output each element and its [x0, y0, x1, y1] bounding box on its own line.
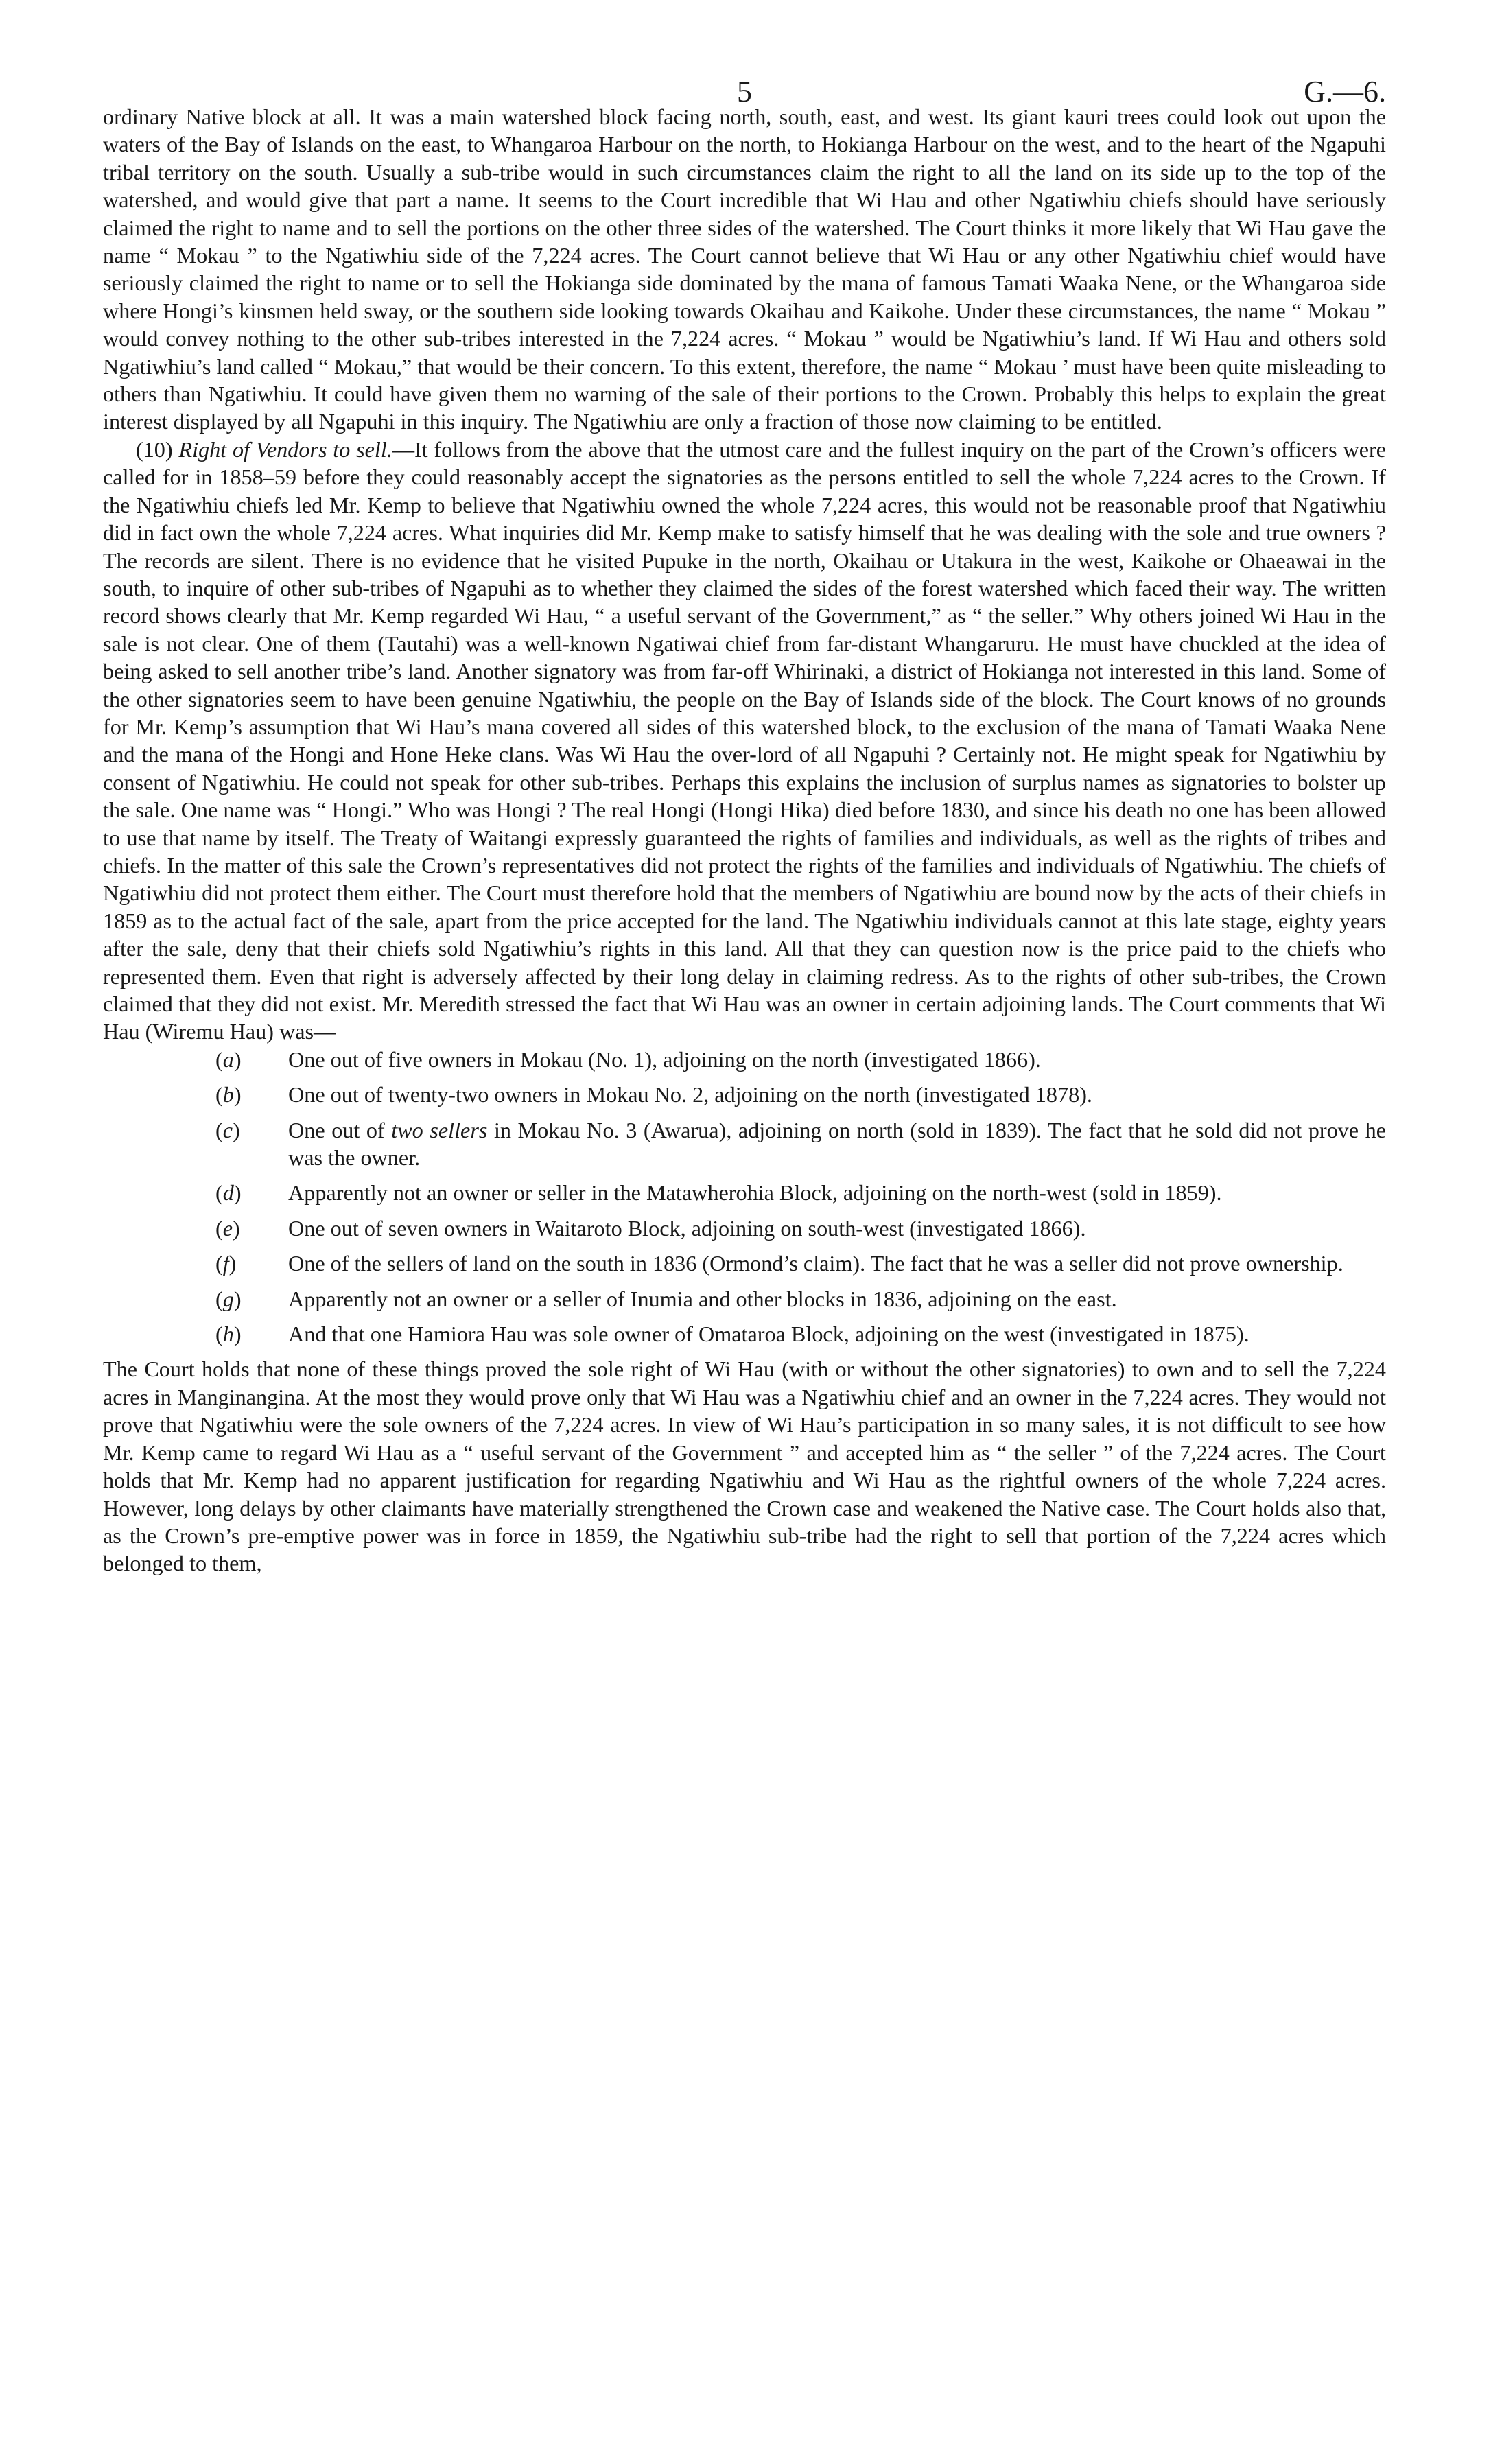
list-item-emphasis: two sellers	[391, 1117, 488, 1142]
list-item-c	[103, 1116, 1386, 1172]
list-item-text: One out of five owners in Mokau (No. 1), adjoining on the north (investigated 1866).	[288, 1046, 1041, 1072]
paragraph-number: (10)	[136, 436, 179, 462]
page-header	[103, 0, 1386, 108]
list-item-h	[103, 1320, 1386, 1348]
list-item-text-post: in Mokau No. 3 (Awarua), adjoining on north (sold in 1839). The fact that he sold did not prove he was the owner.	[288, 1117, 1386, 1171]
list-marker: (g)	[215, 1286, 242, 1311]
list-item-text-pre: One out of	[288, 1117, 392, 1142]
list-item-text: Apparently not an owner or a seller of Inumia and other blocks in 1836, adjoining on the east.	[288, 1286, 1117, 1311]
list-marker: (a)	[215, 1046, 242, 1072]
list-marker: (f)	[215, 1251, 237, 1276]
list-item-text: One out of twenty-two owners in Mokau No. 2, adjoining on the north (investigated 1878).	[288, 1082, 1092, 1107]
paragraph-text: It follows from the above that the utmost care and the fullest inquiry on the part of the Crown’s officers were called for in 1858–59 before they could reasonably accept the signatories as the persons entitled to sell the whole 7,224 acres to the Crown. If the Ngatiwhiu chiefs led Mr. Kemp to believe that Ngatiwhiu owned the whole 7,224 acres, this would not be reasonable proof that Ngatiwhiu did in fact own the whole 7,224 acres. What inquiries did Mr. Kemp make to satisfy himself that he was dealing with the sole and true owners ? The records are silent. There is no evidence that he visited Pupuke in the north, Okaihau or Utakura in the west, Kaikohe or Ohaeawai in the south, to inquire of other sub-tribes of Ngapuhi as to whether they claimed the sides of the forest watershed which faced their way. The written record shows clearly that Mr. Kemp regarded Wi Hau, “ a useful servant of the Government,” as “ the seller.” Why others joined Wi Hau in the sale is not clear. One of them (Tautahi) was a well-known Ngatiwai chief from far-distant Whangaruru. He must have chuckled at the idea of being asked to sell another tribe’s land. Another signatory was from far-off Whirinaki, a district of Hokianga not interested in this land. Some of the other signatories seem to have been genuine Ngatiwhiu, the people on the Bay of Islands side of the block. The Court knows of no grounds for Mr. Kemp’s assumption that Wi Hau’s mana covered all sides of this watershed block, to the exclusion of the mana of Tamati Waaka Nene and the mana of the Hongi and Hone Heke clans. Was Wi Hau the over-lord of all Ngapuhi ? Certainly not. He might speak for Ngatiwhiu by consent of Ngatiwhiu. He could not speak for other sub-tribes. Perhaps this explains the inclusion of surplus names as signatories to bolster up the sale. One name was “ Hongi.” Who was Hongi ? The real Hongi (Hongi Hika) died before 1830, and since his death no one has been allowed to use that name by itself. The Treaty of Waitangi expressly guaranteed the rights of families and individuals, as well as the rights of tribes and chiefs. In the matter of this sale the Crown’s representatives did not protect the rights of the families and individuals of Ngatiwhiu. The chiefs of Ngatiwhiu did not protect them either. The Court must therefore hold that the members of Ngatiwhiu are bound now by the acts of their chiefs in 1859 as to the actual fact of the sale, apart from the price accepted for the land. The Ngatiwhiu individuals cannot at this late stage, eighty years after the sale, deny that their chiefs sold Ngatiwhiu’s rights in this land. All that they can question now is the price paid to the chiefs who represented them. Even that right is adversely affected by their long delay in claiming redress. As to the rights of other sub-tribes, the Crown claimed that they did not exist. Mr. Meredith stressed the fact that Wi Hau was an owner in certain adjoining lands. The Court comments that Wi Hau (Wiremu Hau) was—	[103, 436, 1386, 1044]
document-reference: G.—6.	[1304, 75, 1386, 108]
list-marker: (h)	[215, 1322, 242, 1347]
page-number: 5	[737, 75, 752, 108]
list-item-e	[103, 1215, 1386, 1242]
list-item-g	[103, 1285, 1386, 1313]
list-item-b	[103, 1081, 1386, 1108]
list-marker: (b)	[215, 1082, 242, 1107]
list-marker: (e)	[215, 1215, 240, 1241]
paragraph-right-of-vendors	[103, 436, 1386, 1046]
list-item-a	[103, 1046, 1386, 1073]
document-page	[103, 0, 1386, 2464]
heading-dash: —	[392, 436, 415, 462]
list-marker: (c)	[215, 1117, 240, 1142]
paragraph-continuation: ordinary Native block at all. It was a main watershed block facing north, south, east, and west. Its giant kauri trees could look out upon the waters of the Bay of Islands on the east, to Whangaroa Harbour on the north, to Hokianga Harbour on the west, and to the heart of the Ngapuhi tribal territory on the south. Usually a sub-tribe would in such circumstances claim the right to all the land on its side up to the top of the watershed, and would give that part a name. It seems to the Court incredible that Wi Hau and other Ngatiwhiu chiefs should have seriously claimed the right to name and to sell the portions on the other three sides of the watershed. The Court thinks it more likely that Wi Hau gave the name “ Mokau ” to the Ngatiwhiu side of the 7,224 acres. The Court cannot believe that Wi Hau or any other Ngatiwhiu chief would have seriously claimed the right to name or to sell the Hokianga side dominated by the mana of famous Tamati Waaka Nene, or the Whangaroa side where Hongi’s kinsmen held sway, or the southern side looking towards Okaihau and Kaikohe. Under these circumstances, the name “ Mokau ” would convey nothing to the other sub-tribes interested in the 7,224 acres. “ Mokau ” would be Ngatiwhiu’s land. If Wi Hau and others sold Ngatiwhiu’s land called “ Mokau,” that would be their concern. To this extent, therefore, the name “ Mokau ’ must have been quite misleading to others than Ngatiwhiu. It could have given them no warning of the sale of their portions to the Crown. Probably this helps to explain the great interest displayed by all Ngapuhi in this inquiry. The Ngatiwhiu are only a fraction of those now claiming to be entitled.	[103, 104, 1386, 434]
list-item-f	[103, 1249, 1386, 1277]
list-item-d	[103, 1179, 1386, 1206]
document-body	[103, 103, 1386, 1577]
paragraph-heading: Right of Vendors to sell.	[178, 436, 392, 462]
list-item-text: Apparently not an owner or seller in the Matawherohia Block, adjoining on the north-west (sold in 1859).	[288, 1180, 1222, 1206]
list-item-text: One of the sellers of land on the south in 1836 (Ormond’s claim). The fact that he was a seller did not prove ownership.	[288, 1251, 1343, 1276]
list-item-text: And that one Hamiora Hau was sole owner of Omataroa Block, adjoining on the west (investigated in 1875).	[288, 1322, 1249, 1347]
paragraph-court-holds: The Court holds that none of these things proved the sole right of Wi Hau (with or without the other signatories) to own and to sell the 7,224 acres in Manginangina. At the most they would prove only that Wi Hau was a Ngatiwhiu chief and an owner in the 7,224 acres. They would not prove that Ngatiwhiu were the sole owners of the 7,224 acres. In view of Wi Hau’s participation in so many sales, it is not difficult to see how Mr. Kemp came to regard Wi Hau as a “ useful servant of the Government ” and accepted him as “ the seller ” of the 7,224 acres. The Court holds that Mr. Kemp had no apparent justification for regarding Ngatiwhiu and Wi Hau as the rightful owners of the whole 7,224 acres. However, long delays by other claimants have materially strengthened the Crown case and weakened the Native case. The Court holds also that, as the Crown’s pre-emptive power was in force in 1859, the Ngatiwhiu sub-tribe had the right to sell that portion of the 7,224 acres which belonged to them,	[103, 1357, 1386, 1576]
owner-list	[103, 1046, 1386, 1348]
list-item-text: One out of seven owners in Waitaroto Block, adjoining on south-west (investigated 1866).	[288, 1215, 1086, 1241]
list-marker: (d)	[215, 1180, 242, 1206]
